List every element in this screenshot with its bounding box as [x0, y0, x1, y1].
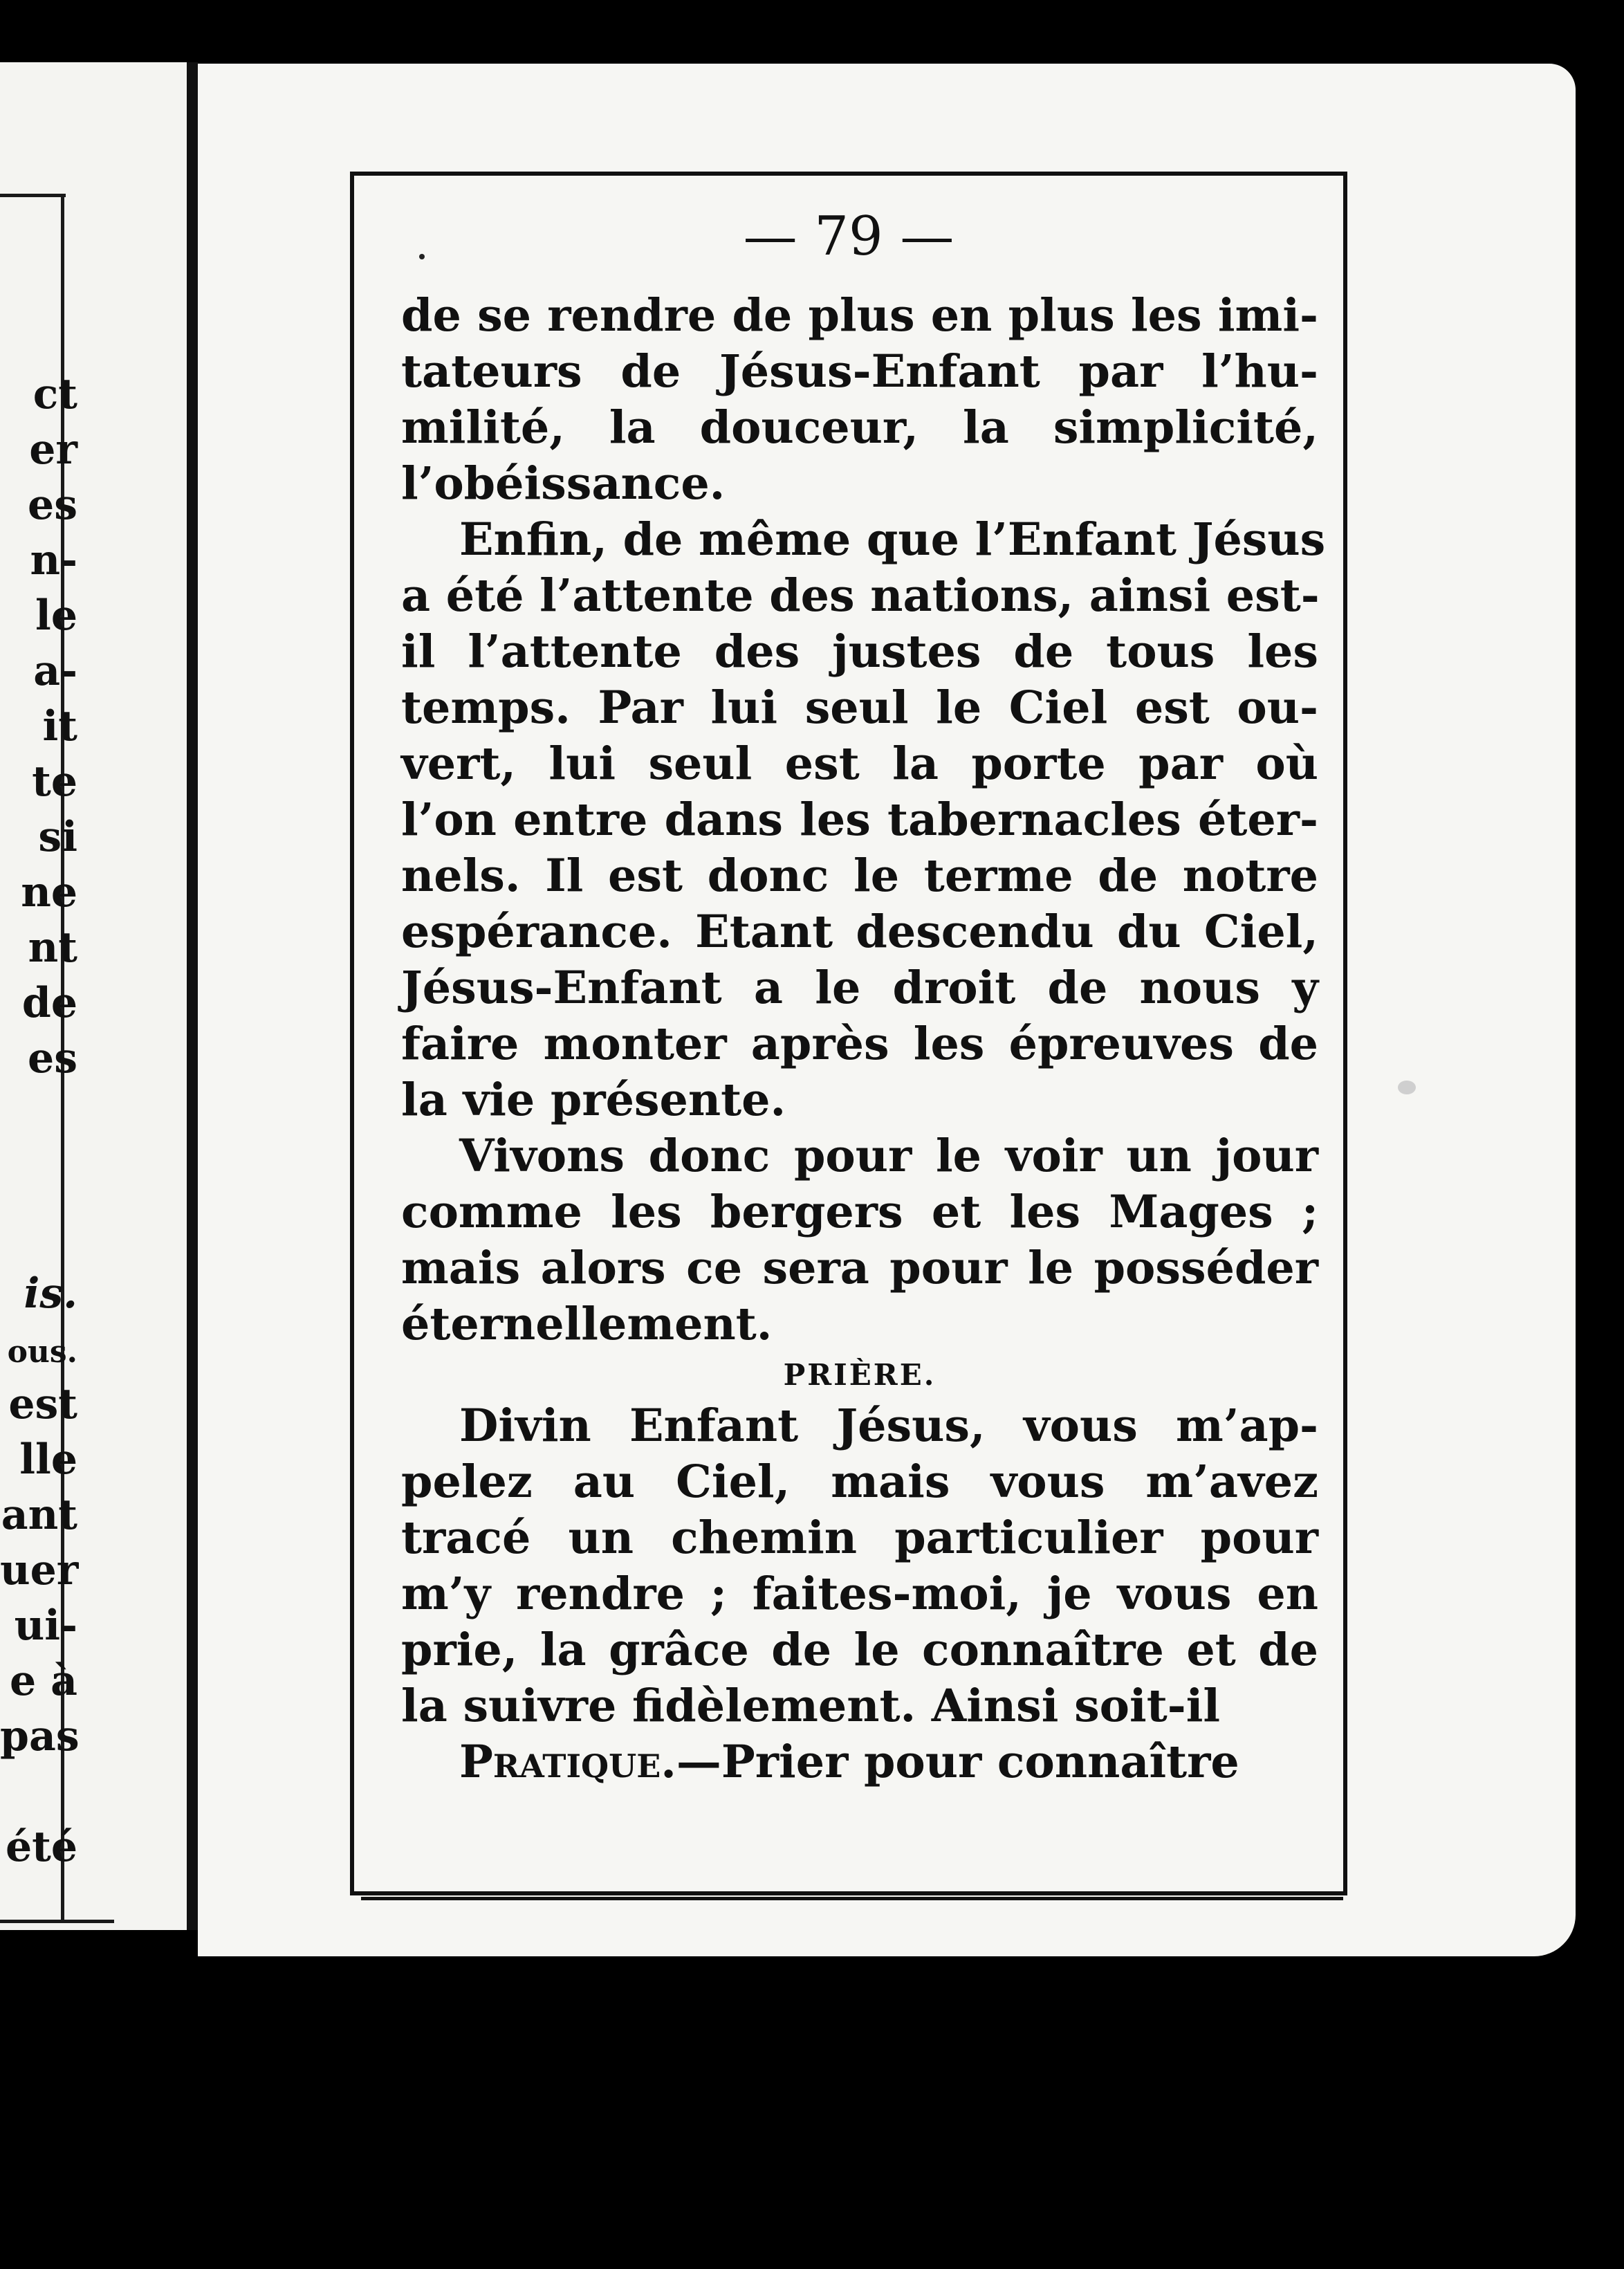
left-line-fragment: ant: [1, 1491, 77, 1539]
left-line-fragment: ne: [21, 868, 77, 917]
text-line: éternellement.: [401, 1298, 773, 1350]
text-line: Jésus-Enfant a le droit de nous y: [401, 962, 1318, 1014]
text-frame: [350, 172, 1347, 1895]
text-line: nels. Il est donc le terme de notre: [401, 849, 1318, 902]
left-page-fragment: [0, 62, 187, 1930]
print-speck: [419, 254, 425, 259]
left-line-fragment: te: [32, 757, 77, 806]
pratique-text: —Prier pour connaître: [676, 1736, 1239, 1788]
left-line-fragment: est: [8, 1380, 77, 1429]
prayer-line: prie, la grâce de le connaître et de: [401, 1624, 1318, 1676]
text-line: espérance. Etant descendu du Ciel,: [401, 906, 1318, 958]
left-line-fragment: ous.: [7, 1334, 77, 1370]
prayer-heading: PRIÈRE.: [783, 1358, 936, 1392]
pratique-line: [401, 1734, 1318, 1790]
text-line: vert, lui seul est la porte par où: [401, 737, 1318, 790]
text-line: de se rendre de plus en plus les imi-: [401, 289, 1318, 342]
text-line: Vivons donc pour le voir un jour: [459, 1130, 1318, 1182]
text-line: la vie présente.: [401, 1074, 786, 1126]
prayer-line: Divin Enfant Jésus, vous m’ap-: [459, 1399, 1318, 1452]
left-line-fragment: it: [42, 702, 77, 751]
left-line-fragment: si: [38, 813, 77, 861]
text-line: l’on entre dans les tabernacles éter-: [401, 793, 1318, 846]
left-line-fragment: de: [21, 979, 77, 1027]
book-page: [198, 64, 1576, 1956]
pratique-label: Pratique.: [459, 1736, 676, 1788]
text-line: l’obéissance.: [401, 457, 726, 510]
left-line-fragment: ct: [33, 370, 77, 419]
text-line: temps. Par lui seul le Ciel est ou-: [401, 681, 1318, 734]
left-line-fragment: e à: [10, 1657, 77, 1705]
prayer-line: pelez au Ciel, mais vous m’avez: [401, 1455, 1318, 1508]
text-line: faire monter après les épreuves de: [401, 1018, 1318, 1070]
print-speck: [1398, 1081, 1416, 1094]
text-line: comme les bergers et les Mages ;: [401, 1186, 1318, 1238]
text-line: tateurs de Jésus-Enfant par l’hu-: [401, 345, 1318, 398]
text-line: a été l’attente des nations, ainsi est-: [401, 569, 1320, 622]
left-line-fragment: lle: [19, 1435, 77, 1484]
prayer-line: la suivre fidèlement. Ainsi soit-il: [401, 1680, 1221, 1732]
left-line-fragment: is.: [24, 1269, 77, 1318]
page-body: [401, 288, 1326, 1790]
text-line: Enfin, de même que l’Enfant Jésus: [459, 513, 1326, 566]
left-line-fragment: es: [28, 481, 77, 529]
left-line-fragment: le: [35, 591, 77, 640]
left-line-fragment: er: [29, 425, 77, 474]
text-line: mais alors ce sera pour le posséder: [401, 1242, 1318, 1294]
prayer-line: tracé un chemin particulier pour: [401, 1512, 1318, 1564]
text-line: milité, la douceur, la simplicité,: [401, 401, 1318, 454]
left-line-fragment: es: [28, 1034, 77, 1083]
left-line-fragment: n-: [30, 536, 77, 585]
page-number: — 79 —: [743, 205, 954, 268]
text-line: il l’attente des justes de tous les: [401, 625, 1318, 678]
left-line-fragment: été: [5, 1823, 77, 1871]
page-gutter: [187, 62, 198, 1930]
bottom-rule: [361, 1897, 1343, 1900]
left-page-bottom-rule: [0, 1920, 114, 1923]
prayer-line: m’y rendre ; faites-moi, je vous en: [401, 1568, 1318, 1620]
left-page-top-rule: [0, 194, 66, 197]
left-line-fragment: nt: [28, 924, 77, 972]
left-line-fragment: uer: [0, 1546, 79, 1595]
left-line-fragment: ui-: [14, 1601, 77, 1650]
left-line-fragment: a-: [33, 647, 77, 695]
left-line-fragment: pas: [0, 1712, 80, 1761]
